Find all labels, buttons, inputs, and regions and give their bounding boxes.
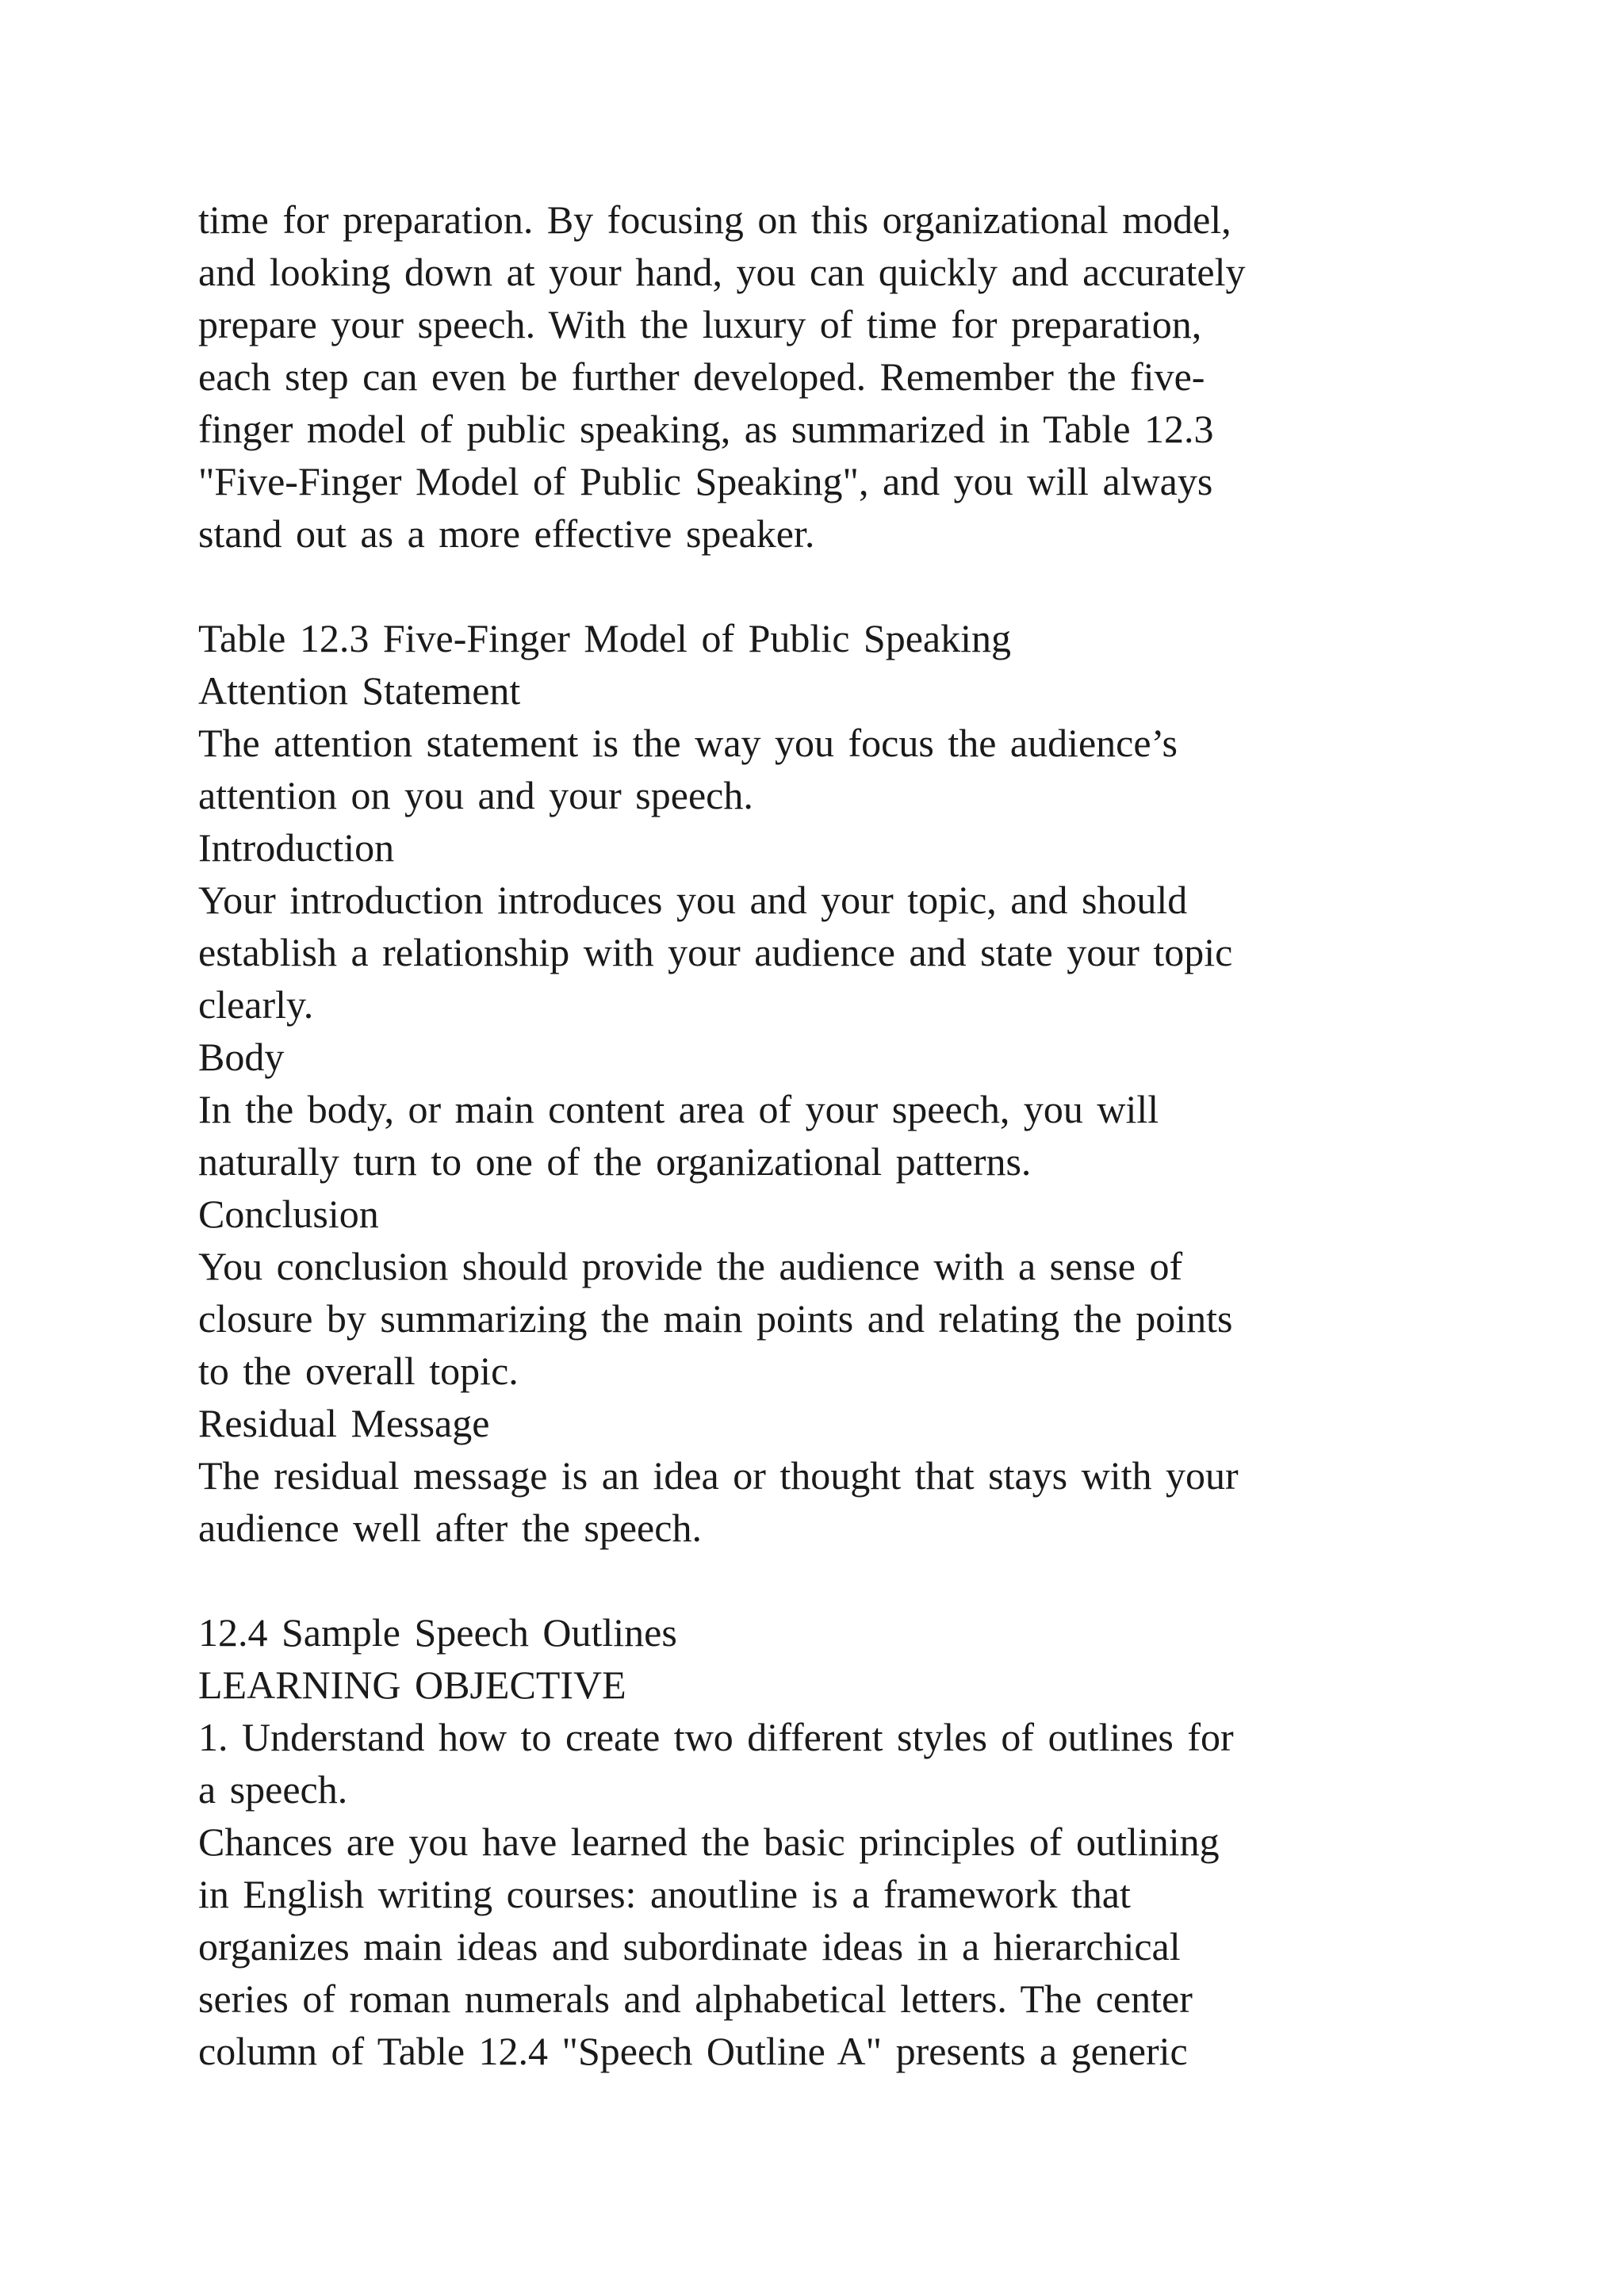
intro-paragraph xyxy=(198,193,1435,560)
learning-objective-line: a speech. xyxy=(198,1767,348,1812)
table-definition-line: In the body, or main content area of your speech, you will xyxy=(198,1087,1159,1131)
section-sample-speech-outlines xyxy=(198,1606,1435,2077)
text-line: prepare your speech. With the luxury of time for preparation, xyxy=(198,302,1202,346)
table-term: Body xyxy=(198,1035,285,1079)
table-definition-line: Your introduction introduces you and your topic, and should xyxy=(198,878,1188,922)
text-line: each step can even be further developed. Remember the five- xyxy=(198,354,1205,399)
learning-objective-line: 1. Understand how to create two different styles of outlines for xyxy=(198,1715,1234,1759)
table-caption: Table 12.3 Five-Finger Model of Public Speaking xyxy=(198,616,1011,660)
table-row-introduction xyxy=(198,821,1435,1031)
body-text-line: column of Table 12.4 "Speech Outline A" presents a generic xyxy=(198,2029,1188,2073)
paragraph-spacer xyxy=(198,1554,1435,1606)
text-line: stand out as a more effective speaker. xyxy=(198,511,815,556)
table-term: Conclusion xyxy=(198,1192,379,1236)
table-row-body xyxy=(198,1031,1435,1188)
body-text-line: organizes main ideas and subordinate ideas in a hierarchical xyxy=(198,1924,1181,1969)
learning-objective-label: LEARNING OBJECTIVE xyxy=(198,1663,626,1707)
table-row-attention-statement xyxy=(198,664,1435,821)
table-definition-line: clearly. xyxy=(198,982,314,1027)
table-definition-line: audience well after the speech. xyxy=(198,1506,702,1550)
table-definition-line: The attention statement is the way you focus the audience’s xyxy=(198,721,1178,765)
table-definition-line: establish a relationship with your audience and state your topic xyxy=(198,930,1233,974)
table-row-residual-message xyxy=(198,1397,1435,1554)
five-finger-table xyxy=(198,612,1435,1554)
table-definition-line: to the overall topic. xyxy=(198,1349,519,1393)
table-definition-line: closure by summarizing the main points and relating the points xyxy=(198,1296,1233,1341)
text-line: and looking down at your hand, you can quickly and accurately xyxy=(198,250,1246,294)
table-definition-line: The residual message is an idea or thought that stays with your xyxy=(198,1453,1239,1498)
table-definition-line: You conclusion should provide the audience with a sense of xyxy=(198,1244,1183,1288)
table-definition-line: naturally turn to one of the organizational patterns. xyxy=(198,1139,1032,1184)
table-definition-line: attention on you and your speech. xyxy=(198,773,753,817)
text-line: finger model of public speaking, as summarized in Table 12.3 xyxy=(198,407,1214,451)
section-heading: 12.4 Sample Speech Outlines xyxy=(198,1610,677,1655)
table-term: Introduction xyxy=(198,825,395,870)
table-row-conclusion xyxy=(198,1188,1435,1397)
document-page xyxy=(198,193,1435,2077)
text-line: time for preparation. By focusing on this organizational model, xyxy=(198,197,1231,242)
body-text-line: in English writing courses: anoutline is a framework that xyxy=(198,1872,1131,1916)
table-term: Residual Message xyxy=(198,1401,490,1445)
body-text-line: series of roman numerals and alphabetical letters. The center xyxy=(198,1976,1193,2021)
paragraph-spacer xyxy=(198,560,1435,612)
body-text-line: Chances are you have learned the basic principles of outlining xyxy=(198,1820,1220,1864)
text-line: "Five-Finger Model of Public Speaking", and you will always xyxy=(198,459,1213,503)
table-term: Attention Statement xyxy=(198,668,521,713)
